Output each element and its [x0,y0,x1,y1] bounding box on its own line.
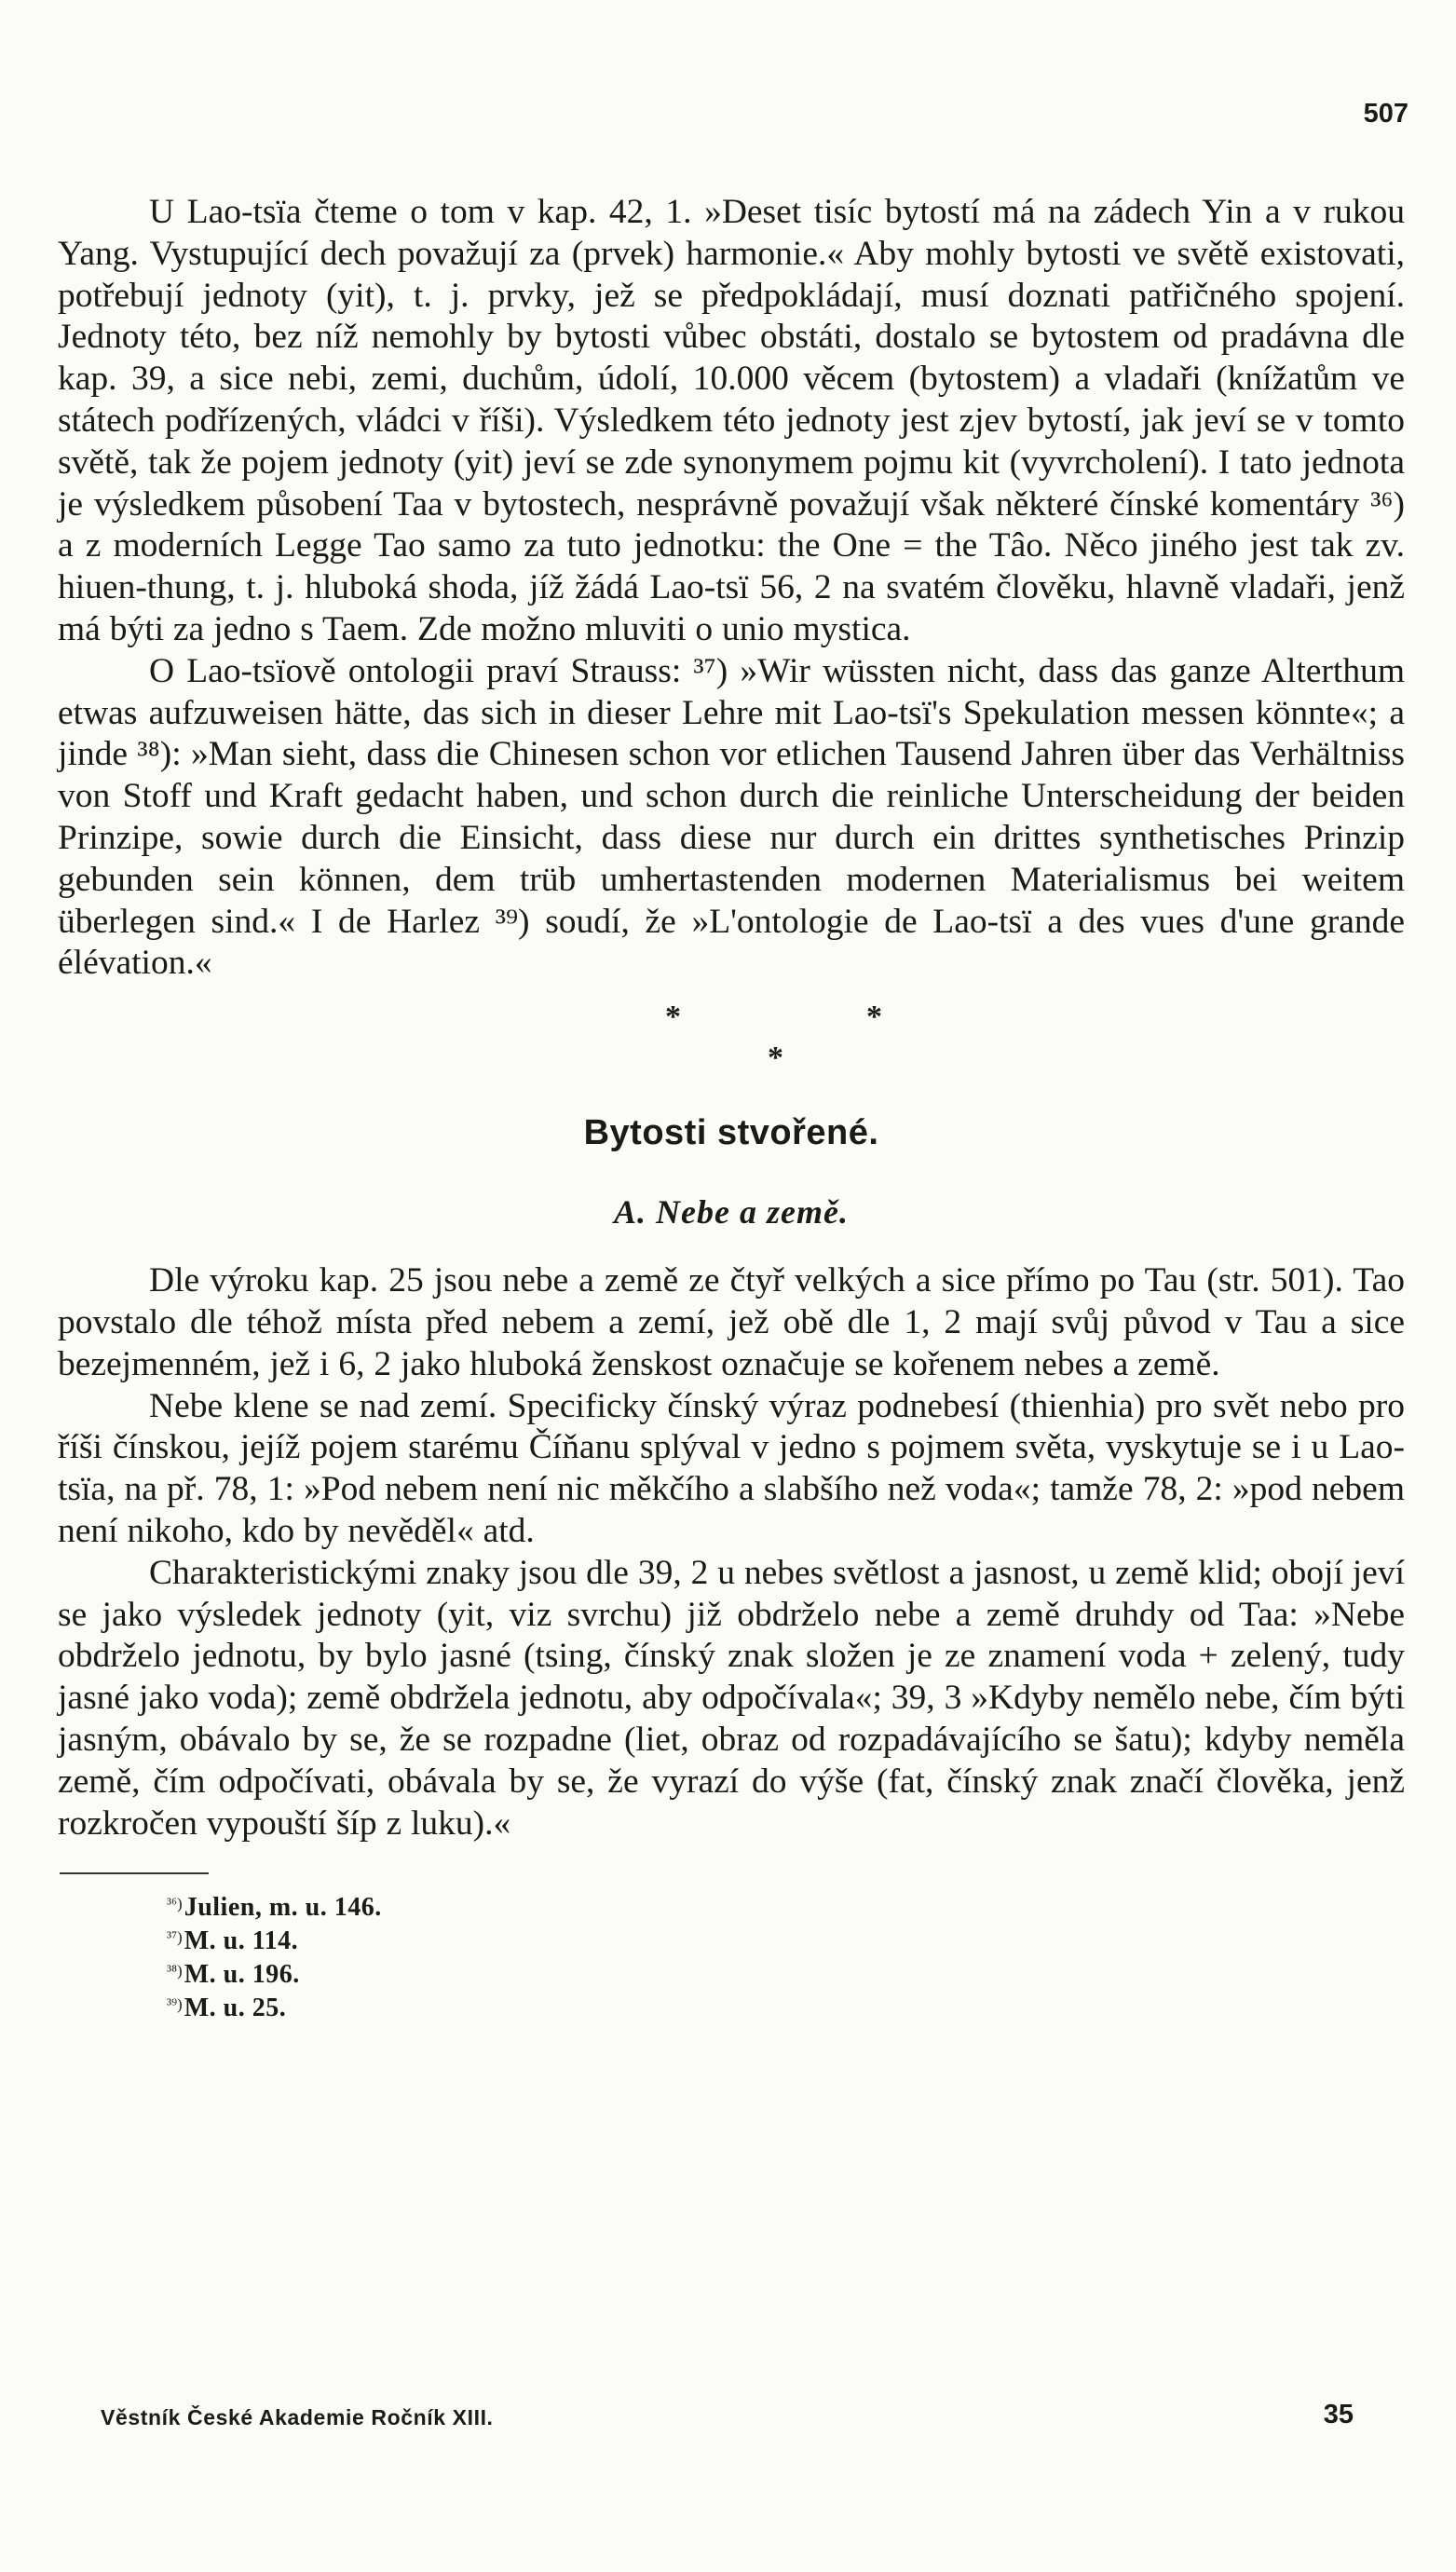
footnote-mark: ³⁷) [167,1928,183,1947]
footnotes [167,1889,1405,2023]
footnote [167,1923,1405,1956]
main-text [58,192,1405,2023]
paragraph-lao-tsi-unity: U Lao-tsïa čteme o tom v kap. 42, 1. »Deset tisíc bytostí má na zádech Yin a v rukou Yang. Vystupující dech považují za (prvek) harmonie.« Aby mohly bytosti ve světě existovati, potřebují jednoty (yit), t. j. prvky, jež se předpokládají, musí doznati patřičného spojení. Jednoty této, bez níž nemohly by bytosti vůbec obstáti, dostalo se bytostem od pradávna dle kap. 39, a sice nebi, zemi, duchům, údolí, 10.000 věcem (bytostem) a vladaři (knížatům ve státech podřízených, vládci v říši). Výsledkem této jednoty jest zjev bytostí, jak jeví se v tomto světě, tak že pojem jednoty (yit) jeví se zde synonymem pojmu kit (vyvrcholení). I tato jednota je výsledkem působení Taa v bytostech, nesprávně považují však některé čínské komentáry ³⁶) a z moderních Legge Tao samo za tuto jednotku: the One = the Tâo. Něco jiného jest tak zv. hiuen-thung, t. j. hluboká shoda, jíž žádá Lao-tsï 56, 2 na svatém člověku, hlavně vladaři, jenž má býti za jedno s Taem. Zde možno mluviti o unio mystica. [58,193,1405,648]
paragraph-heaven-over-earth: Nebe klene se nad zemí. Specificky čínský výraz podnebesí (thienhia) pro svět nebo pro říši čínskou, jejíž pojem starému Číňanu splýval v jedno s pojmem světa, vyskytuje se i u Lao-tsïa, na př. 78, 1: »Pod nebem není nic měkčího a slabšího než voda«; tamže 78, 2: »pod nebem není nikoho, kdo by nevěděl« atd. [58,1386,1405,1550]
separator-star: * [866,1000,882,1035]
footnote [167,1889,1405,1923]
footnote-mark: ³⁶) [167,1895,183,1913]
journal-title: Věstník České Akademie Ročník XIII. [101,2405,494,2429]
page-footer [101,2400,1354,2443]
separator-star: * [768,1041,783,1076]
paragraph-ontology: O Lao-tsïově ontologii praví Strauss: ³⁷) »Wir wüssten nicht, dass das ganze Alterthum etwas aufzuweisen hätte, das sich in dieser Lehre mit Lao-tsï's Spekulation messen könnte«; a jinde ³⁸): »Man sieht, dass die Chinesen schon vor etlichen Tausend Jahren über das Verhältniss von Stoff und Kraft gedacht haben, und schon durch die reinliche Unterscheidung der beiden Prinzipe, sowie durch die Einsicht, dass diese nur durch ein drittes synthetisches Prinzip gebunden sein können, dem trüb umhertastenden modernen Materialismus bei weitem überlegen sind.« I de Harlez ³⁹) soudí, že »L'ontologie de Lao-tsï a des vues d'une grande élévation.« [58,651,1405,983]
footnote-mark: ³⁹) [167,1995,183,2014]
page-number: 507 [1363,99,1408,129]
section-heading: Bytosti stvořené. [583,1113,879,1153]
paragraph-characteristics: Charakteristickými znaky jsou dle 39, 2 u nebes světlost a jasnost, u země klid; obojí jeví se jako výsledek jednoty (yit, viz svrchu) již obdrželo nebe a země druhdy od Taa: »Nebe obdrželo jednotu, by bylo jasné (tsing, čínský znak složen je ze znamení voda + zelený, tudy jasné jako voda); země obdržela jednotu, aby odpočívala«; 39, 3 »Kdyby nemělo nebe, čím býti jasným, obávalo by se, že se rozpadne (liet, obraz od rozpadávajícího se šatu); kdyby neměla země, čím odpočívati, obávala by se, že vyrazí do výše (fat, čínský znak značí člověka, jenž rozkročen vypouští šíp z luku).« [58,1553,1405,1843]
footnote-text: Julien, m. u. 146. [184,1893,382,1923]
footnote [167,1990,1405,2023]
section-separator [58,994,1405,1087]
paragraph-heaven-earth-origin: Dle výroku kap. 25 jsou nebe a země ze čtyř velkých a sice přímo po Tau (str. 501). Tao povstalo dle téhož místa před nebem a zemí, jež obě dle 1, 2 mají svůj původ v Tau a sice bezejmenném, jež i 6, 2 jako hluboká ženskost označuje se kořenem nebes a země. [58,1261,1405,1383]
footnote-rule [60,1872,209,1874]
footnote-text: M. u. 196. [184,1960,300,1990]
footnote [167,1956,1405,1990]
footnote-text: M. u. 25. [184,1994,287,2023]
footnote-text: M. u. 114. [184,1926,299,1956]
subsection-heading: A. Nebe a země. [614,1193,849,1232]
separator-star: * [665,1000,681,1035]
footnote-mark: ³⁸) [167,1962,183,1980]
sheet-number: 35 [1323,2400,1354,2429]
